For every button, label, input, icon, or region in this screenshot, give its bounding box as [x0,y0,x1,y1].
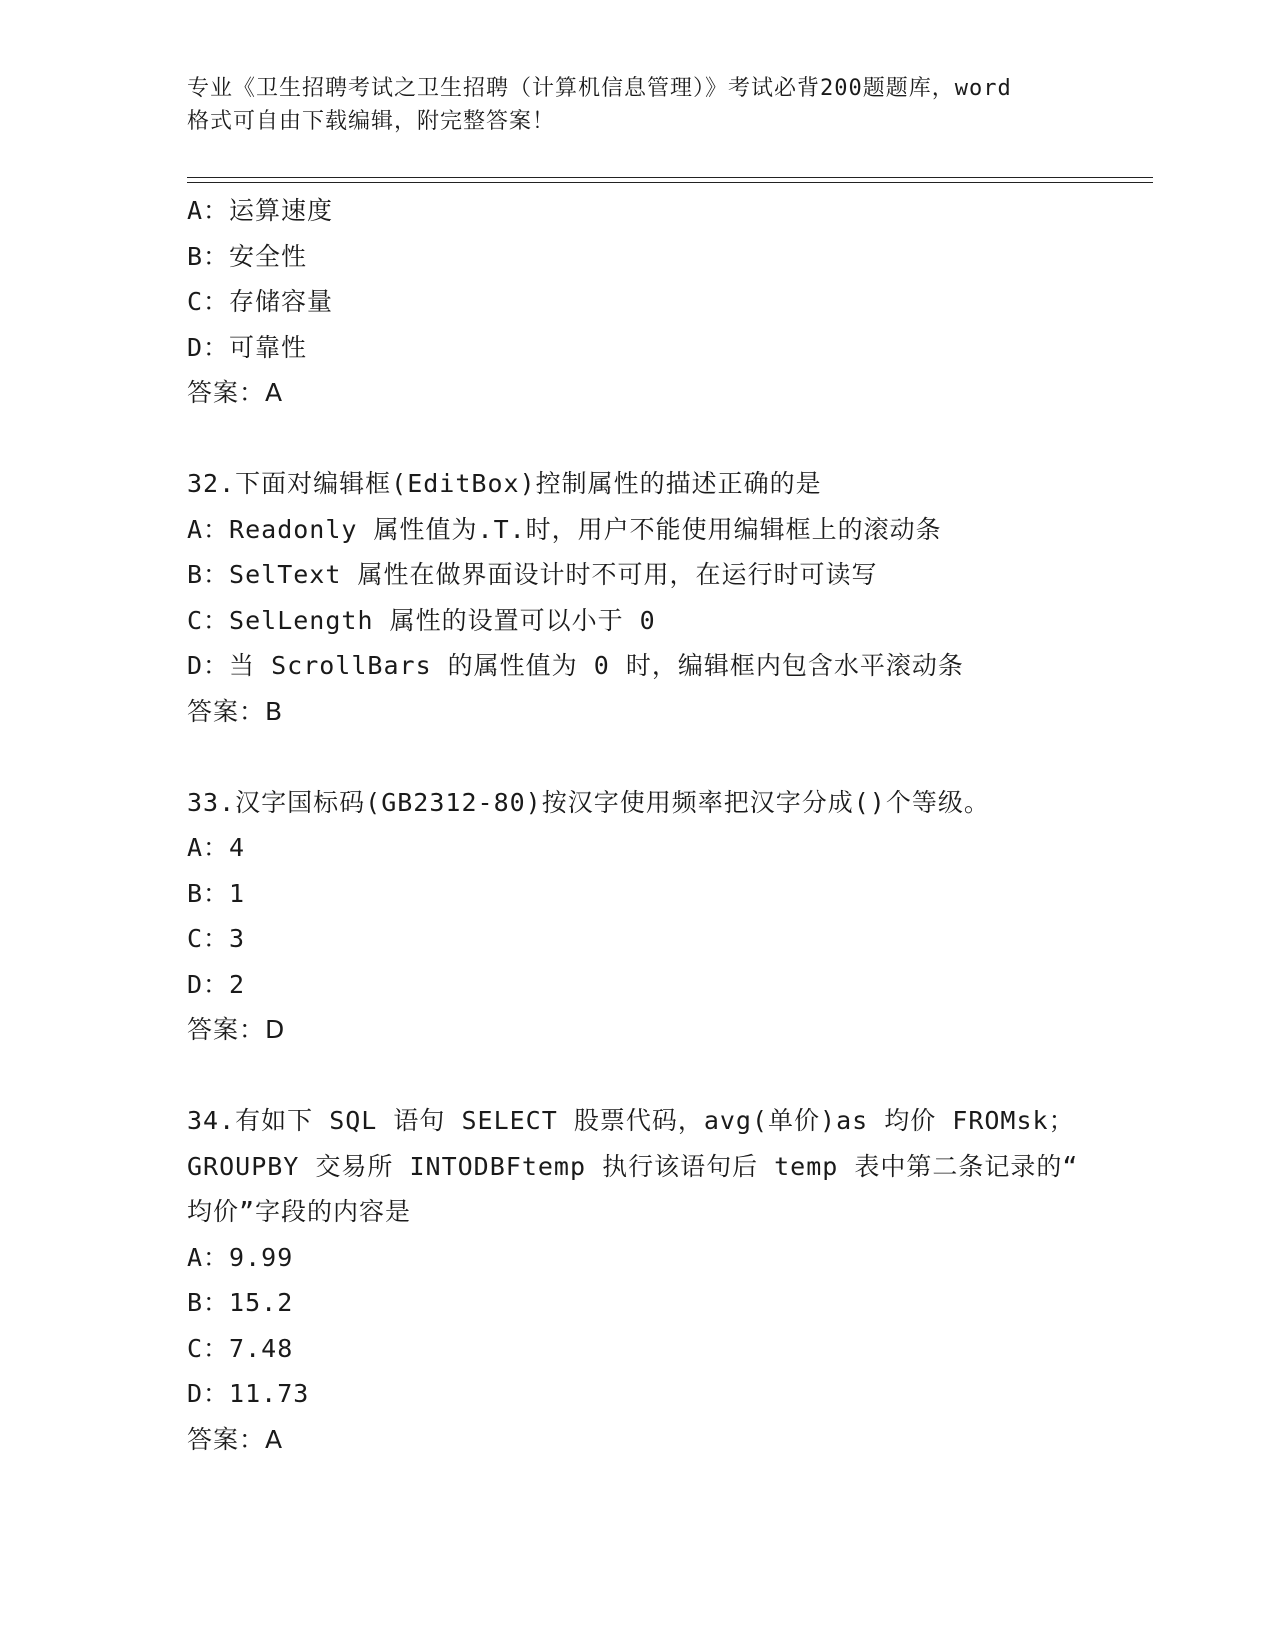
option-d: D：11.73 [187,1379,310,1408]
option-a: A：4 [187,833,246,862]
question-text: 33.汉字国标码(GB2312-80)按汉字使用频率把汉字分成()个等级。 [187,787,990,817]
question-33 [187,780,1147,1053]
option-b: B：1 [187,878,246,908]
header-line-1: 专业《卫生招聘考试之卫生招聘（计算机信息管理）》考试必背200题题库，word [187,76,1012,101]
option-d: D：可靠性 [187,332,308,362]
option-c: C：SelLength 属性的设置可以小于 0 [187,605,656,635]
answer: 答案：D [187,1015,286,1044]
option-a: A：运算速度 [187,196,334,225]
option-a: A：9.99 [187,1242,294,1272]
header-divider-top [187,177,1153,178]
answer: 答案：A [187,378,284,407]
spacer [187,1053,1147,1099]
answer: 答案：A [187,1424,284,1454]
document-header [187,72,1087,138]
option-b: B：15.2 [187,1288,294,1317]
question-31 [187,188,1147,416]
header-line-2: 格式可自由下载编辑，附完整答案！ [187,109,556,134]
question-content [187,188,1147,1462]
spacer [187,416,1147,462]
option-d: D：2 [187,969,246,999]
question-text-line-1: 34.有如下 SQL 语句 SELECT 股票代码，avg(单价)as 均价 FROMsk； [187,1106,1075,1135]
option-c: C：存储容量 [187,287,334,316]
option-c: C：7.48 [187,1333,294,1363]
question-text: 32.下面对编辑框(EditBox)控制属性的描述正确的是 [187,469,822,498]
spacer [187,734,1147,780]
answer: 答案：B [187,696,284,726]
question-32 [187,461,1147,734]
option-c: C：3 [187,924,246,953]
option-b: B：SelText 属性在做界面设计时不可用，在运行时可读写 [187,560,878,589]
header-divider-bottom [187,182,1153,183]
option-b: B：安全性 [187,241,308,271]
question-text-line-2: GROUPBY 交易所 INTODBFtemp 执行该语句后 temp 表中第二条记录的“ [187,1151,1079,1181]
option-d: D：当 ScrollBars 的属性值为 0 时，编辑框内包含水平滚动条 [187,651,964,680]
option-a: A：Readonly 属性值为.T.时，用户不能使用编辑框上的滚动条 [187,514,942,544]
question-34 [187,1098,1147,1462]
question-text-line-3: 均价”字段的内容是 [187,1197,412,1226]
